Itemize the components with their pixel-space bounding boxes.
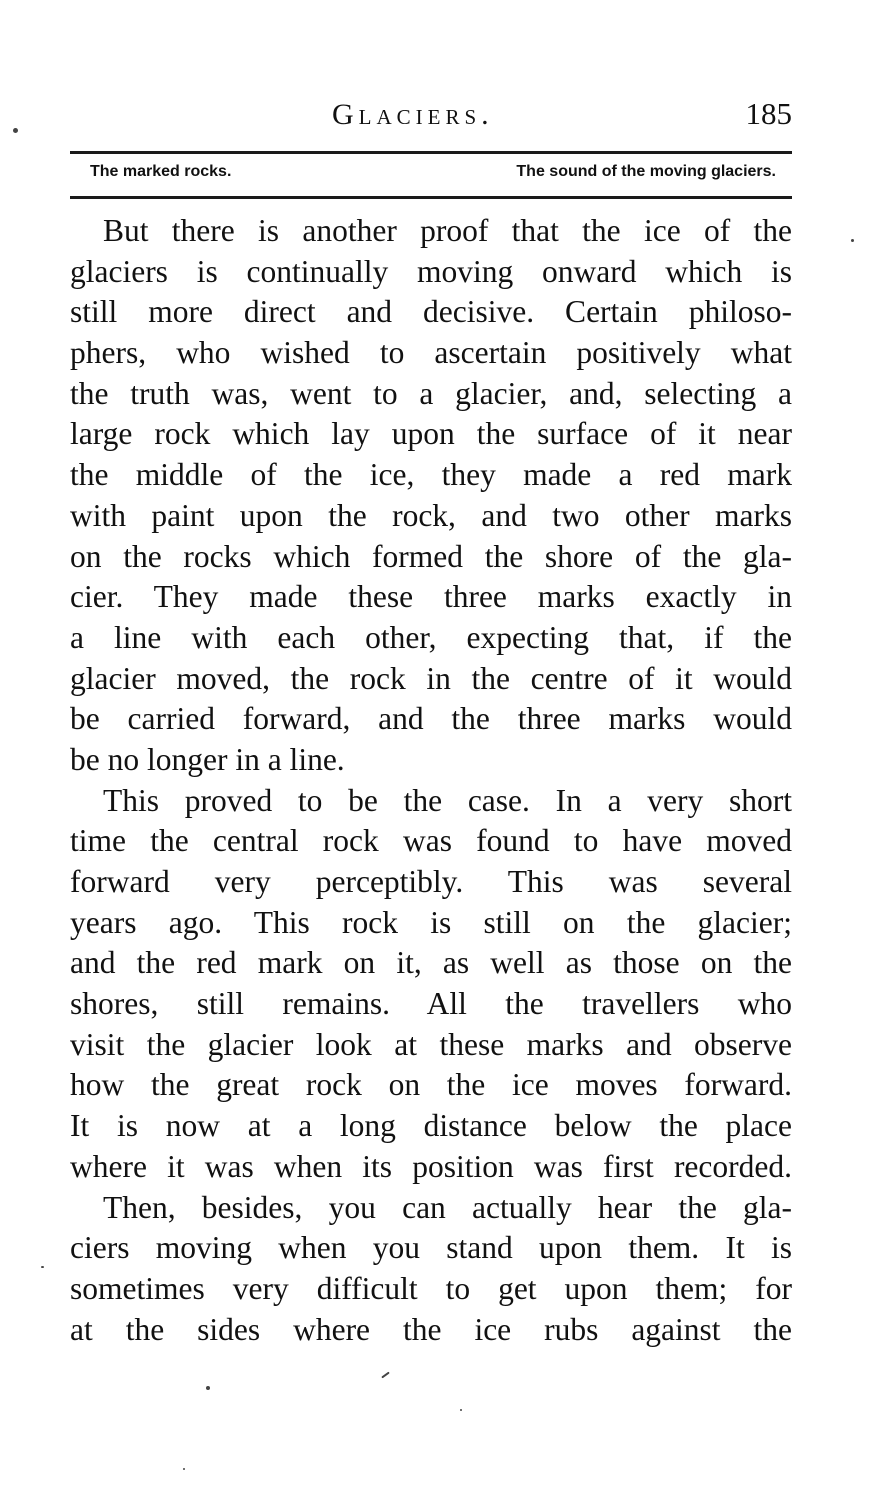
section-subheads <box>90 160 790 188</box>
page-header <box>70 92 792 132</box>
text-line: glacier moved, the rock in the centre of it would <box>70 660 792 696</box>
text-line: Then, besides, you can actually hear the gla- <box>103 1189 792 1225</box>
paragraph-2 <box>70 781 792 1188</box>
text-line: glaciers is continually moving onward which is <box>70 253 792 289</box>
text-line: sometimes very difficult to get upon them; for <box>70 1270 792 1306</box>
body-text <box>70 211 792 1350</box>
text-line: years ago. This rock is still on the glacier; <box>70 904 792 940</box>
subhead-right: The sound of the moving glaciers. <box>516 163 776 180</box>
scan-speck <box>13 128 18 133</box>
text-line: But there is another proof that the ice of the <box>103 213 792 248</box>
text-line: shores, still remains. All the travellers who <box>70 986 792 1022</box>
text-line: This proved to be the case. In a very short <box>103 782 792 818</box>
scan-speck <box>851 239 854 242</box>
scan-speck <box>460 1409 462 1411</box>
running-title: Glaciers. <box>332 98 494 131</box>
paragraph-3 <box>70 1188 792 1351</box>
text-line: large rock which lay upon the surface of it near <box>70 416 792 452</box>
text-line: time the central rock was found to have moved <box>70 823 792 859</box>
text-line: with paint upon the rock, and two other marks <box>70 497 792 533</box>
text-line: at the sides where the ice rubs against the <box>70 1311 792 1347</box>
text-line: visit the glacier look at these marks and observe <box>70 1026 792 1062</box>
text-line: and the red mark on it, as well as those on the <box>70 945 792 981</box>
scan-speck <box>41 1266 44 1268</box>
paragraph-1 <box>70 211 792 781</box>
text-line: still more direct and decisive. Certain philoso- <box>70 294 792 330</box>
text-line: forward very perceptibly. This was several <box>70 864 792 899</box>
text-line: a line with each other, expecting that, if the <box>70 619 792 655</box>
subhead-left: The marked rocks. <box>90 163 232 180</box>
text-line: on the rocks which formed the shore of the gla- <box>70 538 792 574</box>
text-line: where it was when its position was first recorded. <box>70 1148 792 1184</box>
text-line: ciers moving when you stand upon them. It is <box>70 1230 792 1266</box>
text-line: be carried forward, and the three marks would <box>70 701 792 737</box>
text-line: be no longer in a line. <box>70 741 345 777</box>
text-line: how the great rock on the ice moves forward. <box>70 1067 792 1103</box>
scan-speck <box>206 1386 210 1390</box>
scan-speck <box>381 1372 390 1379</box>
text-line: the truth was, went to a glacier, and, selecting a <box>70 375 792 411</box>
text-line: cier. They made these three marks exactly in <box>70 579 792 615</box>
header-rule-bottom <box>70 196 792 199</box>
text-line: phers, who wished to ascertain positively what <box>70 335 792 371</box>
page-number: 185 <box>745 96 792 131</box>
header-rule-top <box>70 151 792 154</box>
scan-speck <box>183 1468 185 1470</box>
text-line: the middle of the ice, they made a red mark <box>70 457 792 493</box>
text-line: It is now at a long distance below the place <box>70 1108 792 1144</box>
